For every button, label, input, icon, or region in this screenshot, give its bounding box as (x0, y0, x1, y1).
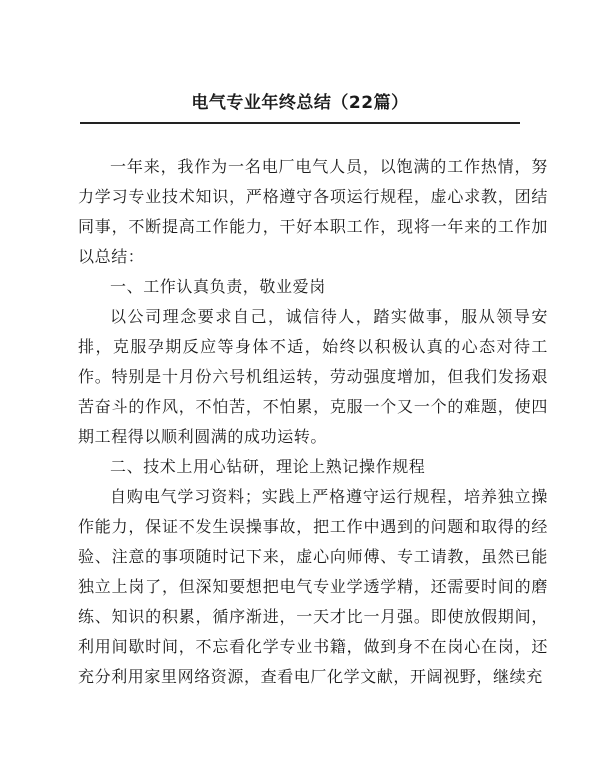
section-heading-2: 二、技术上用心钻研，理论上熟记操作规程 (110, 457, 426, 476)
document-title: 电气专业年终总结（22篇） (191, 93, 409, 113)
paragraph-intro: 一年来，我作为一名电厂电气人员，以饱满的工作热情，努力学习专业技术知识，严格遵守各项运行规程，虚心求教，团结同事，不断提高工作能力，干好本职工作，现将一年来的工作加以总结： (78, 157, 548, 266)
paragraph-section-1: 以公司理念要求自己，诚信待人，踏实做事，服从领导安排，克服孕期反应等身体不适，始终以积极认真的心态对待工作。特别是十月份六号机组运转，劳动强度增加，但我们发扬艰苦奋斗的作风，不怕苦，不怕累，克服一个又一个的难题，使四期工程得以顺利圆满的成功运转。 (78, 307, 548, 446)
document-body (78, 152, 548, 692)
section-heading-1: 一、工作认真负责，敬业爱岗 (110, 277, 326, 296)
paragraph-section-2: 自购电气学习资料；实践上严格遵守运行规程，培养独立操作能力，保证不发生误操事故，把工作中遇到的问题和取得的经验、注意的事项随时记下来，虚心向师傅、专工请教，虽然已能独立上岗了，但深知要想把电气专业学透学精，还需要时间的磨练、知识的积累，循序渐进，一天才比一月强。即使放假期间，利用间歇时间，不忘看化学专业书籍，做到身不在岗心在岗，还充分利用家里网络资源，查看电厂化学文献，开阔视野，继续充 (78, 487, 548, 686)
title-underline (80, 122, 520, 124)
